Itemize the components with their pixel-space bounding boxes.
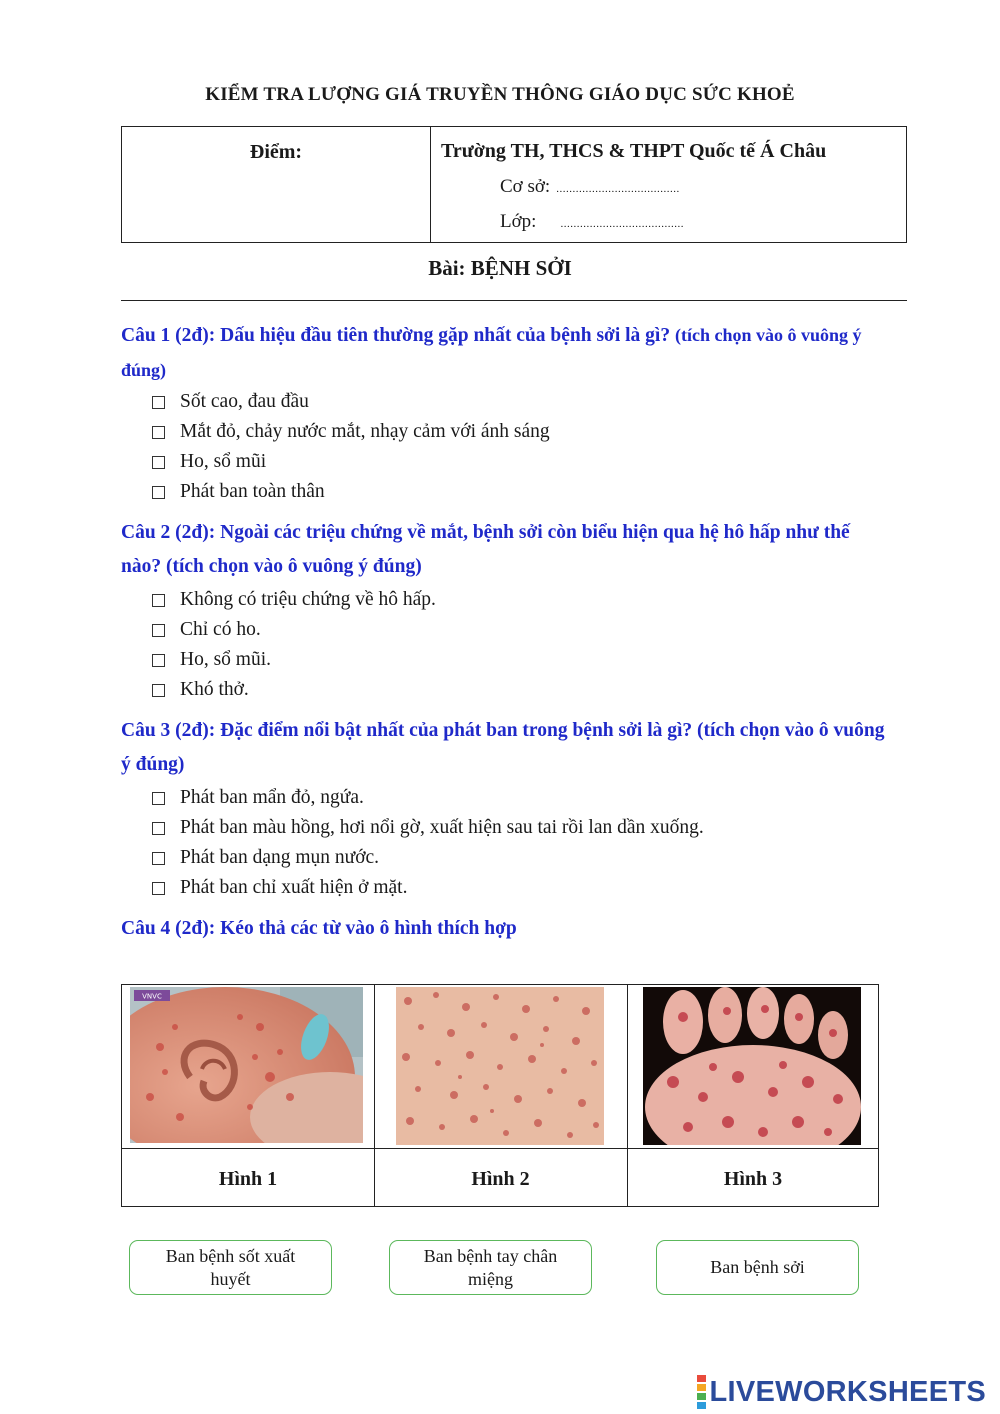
- figure-1-caption: Hình 1: [218, 1168, 278, 1190]
- figure-2-caption: Hình 2: [471, 1168, 530, 1190]
- worksheet-title: KIỂM TRA LƯỢNG GIÁ TRUYỀN THÔNG GIÁO DỤC SỨC KHOẺ: [205, 84, 795, 105]
- divider: [121, 300, 907, 301]
- option-label: Ho, sổ mũi: [180, 451, 267, 472]
- option-label: Phát ban toàn thân: [180, 481, 325, 502]
- question-2: [121, 516, 889, 584]
- header-table: [121, 126, 907, 243]
- checkbox[interactable]: [152, 822, 165, 835]
- campus-field: [500, 176, 680, 198]
- checkbox[interactable]: [152, 684, 165, 697]
- score-cell: [122, 127, 431, 242]
- score-label: Điểm:: [249, 141, 303, 163]
- school-name: Trường TH, THCS & THPT Quốc tế Á Châu: [441, 140, 827, 162]
- question-3: [121, 714, 889, 782]
- option-label: Ho, sổ mũi.: [180, 649, 272, 670]
- campus-dots: ......................................: [556, 183, 680, 195]
- class-label: Lớp:: [500, 211, 537, 232]
- figure-2-image: [396, 987, 604, 1145]
- checkbox[interactable]: [152, 852, 165, 865]
- q1-option-1[interactable]: [152, 391, 309, 413]
- checkbox[interactable]: [152, 426, 165, 439]
- q2-option-1[interactable]: [152, 589, 436, 611]
- q2-option-4[interactable]: [152, 679, 249, 701]
- option-label: Khó thở.: [180, 679, 249, 700]
- liveworksheets-logo[interactable]: [697, 1374, 987, 1410]
- q1-option-3[interactable]: [152, 451, 266, 473]
- question-1: [121, 318, 889, 388]
- skin-rash-photo: [396, 987, 604, 1145]
- option-label: Phát ban màu hồng, hơi nổi gờ, xuất hiện sau tai rồi lan dần xuống.: [180, 817, 704, 838]
- question-1-hint: (tích chọn vào ô vuông ý đúng): [121, 325, 862, 380]
- q3-option-1[interactable]: [152, 787, 364, 809]
- question-3-hint: (tích chọn vào ô vuông ý đúng): [121, 720, 885, 775]
- drag-word-measles-rash[interactable]: Ban bệnh sởi: [656, 1240, 859, 1295]
- q3-option-4[interactable]: [152, 877, 407, 899]
- option-label: Sốt cao, đau đầu: [180, 391, 309, 412]
- lesson-title: Bài: BỆNH SỞI: [428, 256, 572, 280]
- figure-table: [121, 984, 879, 1207]
- vnvc-logo: VNVC: [142, 992, 162, 1001]
- brand-text: LIVEWORKSHEETS: [709, 1375, 986, 1408]
- question-4: [121, 912, 889, 946]
- q3-option-3[interactable]: [152, 847, 379, 869]
- q2-option-2[interactable]: [152, 619, 261, 641]
- divider: [122, 1148, 878, 1149]
- checkbox[interactable]: [152, 624, 165, 637]
- figure-3-caption: Hình 3: [723, 1168, 783, 1190]
- question-2-prompt: Câu 2 (2đ): Ngoài các triệu chứng về mắt, bệnh sởi còn biểu hiện qua hệ hô hấp như thế nào?: [121, 522, 850, 577]
- question-4-prompt: Câu 4 (2đ): Kéo thả các từ vào ô hình thích hợp: [121, 918, 517, 939]
- option-label: Chỉ có ho.: [180, 619, 261, 640]
- option-label: Không có triệu chứng về hô hấp.: [180, 589, 436, 610]
- foot-rash-photo: [643, 987, 861, 1145]
- drag-word-hfmd-rash[interactable]: Ban bệnh tay chân miệng: [389, 1240, 592, 1295]
- option-label: Mắt đỏ, chảy nước mắt, nhạy cảm với ánh sáng: [180, 421, 550, 442]
- q1-option-4[interactable]: [152, 481, 325, 503]
- option-label: Phát ban mẩn đỏ, ngứa.: [180, 787, 364, 808]
- drag-word-dengue-rash[interactable]: Ban bệnh sốt xuất huyết: [129, 1240, 332, 1295]
- question-2-hint: (tích chọn vào ô vuông ý đúng): [165, 556, 422, 577]
- q2-option-3[interactable]: [152, 649, 271, 671]
- figure-3-image: [643, 987, 861, 1145]
- infant-rash-photo: [130, 987, 363, 1143]
- campus-label: Cơ sở:: [500, 176, 551, 197]
- q1-option-2[interactable]: [152, 421, 550, 443]
- option-label: Phát ban dạng mụn nước.: [180, 847, 380, 868]
- checkbox[interactable]: [152, 594, 165, 607]
- checkbox[interactable]: [152, 654, 165, 667]
- figure-1-image: [130, 987, 363, 1143]
- brand-icon: [697, 1374, 706, 1410]
- question-1-prompt: Câu 1 (2đ): Dấu hiệu đầu tiên thường gặp nhất của bệnh sởi là gì?: [121, 325, 671, 346]
- question-3-prompt: Câu 3 (2đ): Đặc điểm nổi bật nhất của phát ban trong bệnh sởi là gì?: [121, 720, 693, 741]
- q3-option-2[interactable]: [152, 817, 704, 839]
- checkbox[interactable]: [152, 456, 165, 469]
- class-dots: ......................................: [560, 218, 684, 230]
- checkbox[interactable]: [152, 882, 165, 895]
- class-field: [500, 211, 684, 233]
- checkbox[interactable]: [152, 396, 165, 409]
- checkbox[interactable]: [152, 486, 165, 499]
- option-label: Phát ban chỉ xuất hiện ở mặt.: [180, 877, 408, 898]
- checkbox[interactable]: [152, 792, 165, 805]
